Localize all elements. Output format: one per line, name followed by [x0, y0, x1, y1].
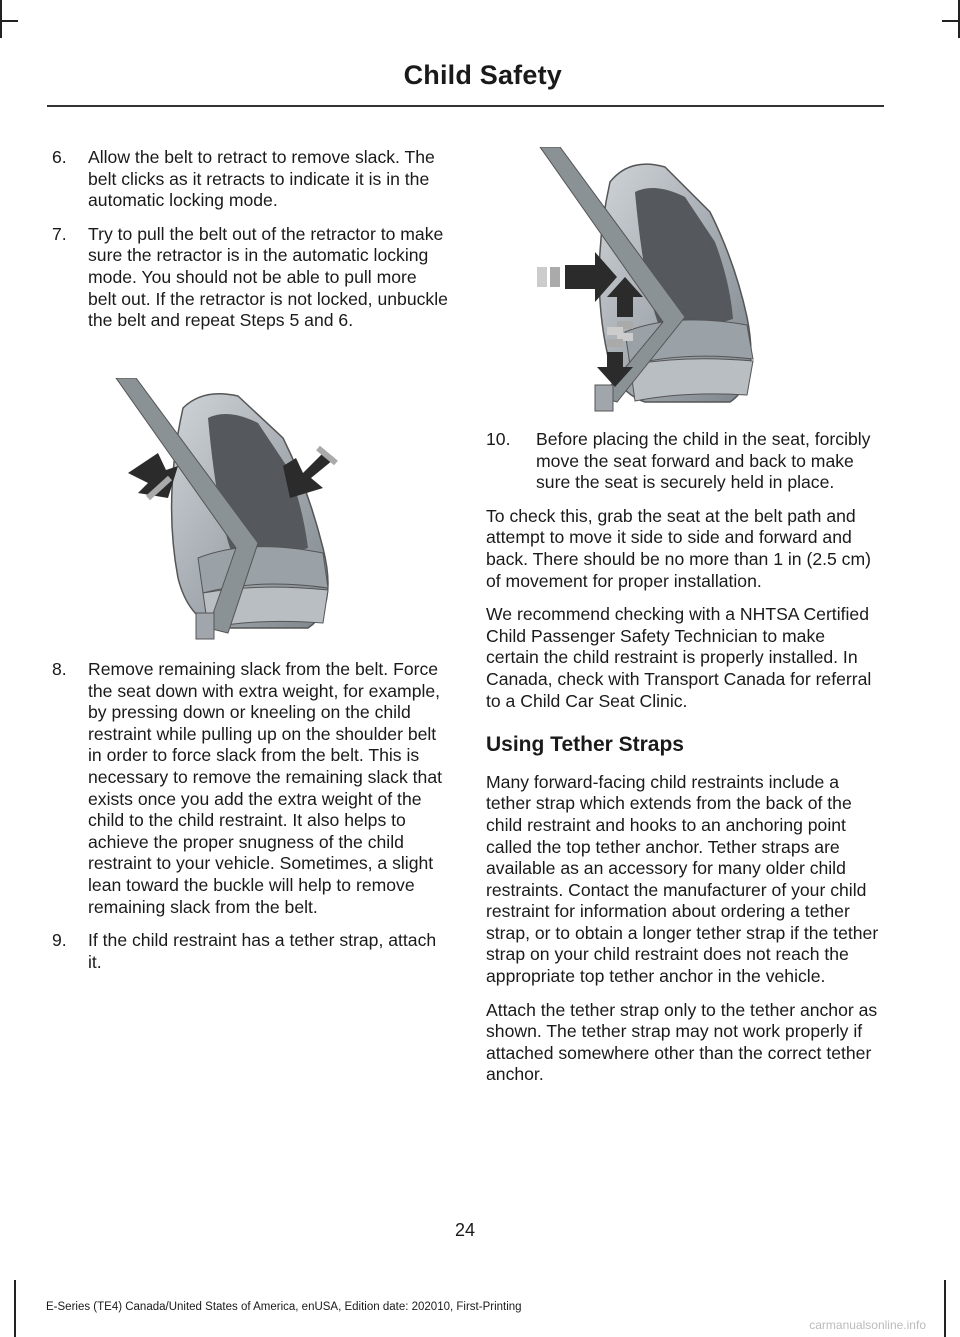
paragraph: To check this, grab the seat at the belt path and attempt to move it side to side and forward and back. There should be no more than 1 in (2.5 cm) of movement for proper installation.	[486, 505, 871, 591]
crop-mark	[0, 20, 18, 22]
crop-mark	[944, 1280, 946, 1337]
page-title: Child Safety	[403, 60, 562, 90]
left-column-lower	[52, 659, 448, 985]
step-10	[486, 429, 882, 494]
crop-mark	[942, 20, 960, 22]
step-number: 10.	[486, 429, 511, 449]
step-8	[52, 659, 448, 918]
step-text: If the child restraint has a tether strap, attach it.	[88, 930, 437, 972]
paragraph: We recommend checking with a NHTSA Certified Child Passenger Safety Technician to make certain the child restraint is properly installed. In Canada, check with Transport Canada for referral to a Child Car Seat Clinic.	[486, 604, 872, 711]
paragraph: Many forward-facing child restraints include a tether strap which extends from the back of the child restraint and hooks to an anchoring point called the top tether anchor. Tether straps are available as an accessory for many older child restraints. Contact the manufacturer of your child restraint for information about ordering a tether strap, or to obtain a longer tether strap if the tether strap on your child restraint does not reach the appropriate top tether anchor in the vehicle.	[486, 771, 879, 987]
step-number: 6.	[52, 147, 67, 167]
crop-mark	[14, 1280, 16, 1337]
step-text: Remove remaining slack from the belt. Force the seat down with extra weight, for example, by pressing down or kneeling on the child restraint while pulling up on the shoulder belt in order to force slack from the belt. This is necessary to remove the remaining slack that exists once you add the extra weight of the child to the child restraint. It also helps to achieve the proper snugness of the child restraint to your vehicle. Sometimes, a slight lean toward the buckle will help to remove remaining slack from the belt.	[88, 659, 442, 917]
crop-mark	[0, 0, 2, 38]
step-text: Before placing the child in the seat, forcibly move the seat forward and back to make sure the seat is securely held in place.	[536, 429, 871, 493]
step-number: 9.	[52, 930, 67, 951]
paragraph: Attach the tether strap only to the tether anchor as shown. The tether strap may not work properly if attached somewhere other than the correct tether anchor.	[486, 999, 878, 1085]
page-number: 24	[454, 1220, 476, 1240]
step-9	[52, 930, 448, 973]
step-text: Try to pull the belt out of the retractor to make sure the retractor is in the automatic locking mode. You should not be able to pull more belt out. If the retractor is not locked, unbuckle the belt and repeat Steps 5 and 6.	[88, 223, 448, 331]
step-number: 8.	[52, 659, 67, 679]
step-7	[52, 224, 448, 332]
watermark: carmanualsonline.info	[809, 1318, 926, 1332]
child-seat-illustration-1	[108, 378, 368, 640]
left-column	[52, 147, 448, 344]
header-rule	[47, 105, 884, 107]
step-6	[52, 147, 448, 212]
step-number: 7.	[52, 223, 67, 244]
footer-edition: E-Series (TE4) Canada/United States of America, enUSA, Edition date: 202010, First-Printing	[46, 1301, 522, 1313]
right-column	[486, 429, 882, 1098]
section-heading: Using Tether Straps	[486, 733, 684, 757]
child-seat-illustration-2	[535, 147, 785, 412]
step-text: Allow the belt to retract to remove slack. The belt clicks as it retracts to indicate it is in the automatic locking mode.	[88, 147, 435, 211]
